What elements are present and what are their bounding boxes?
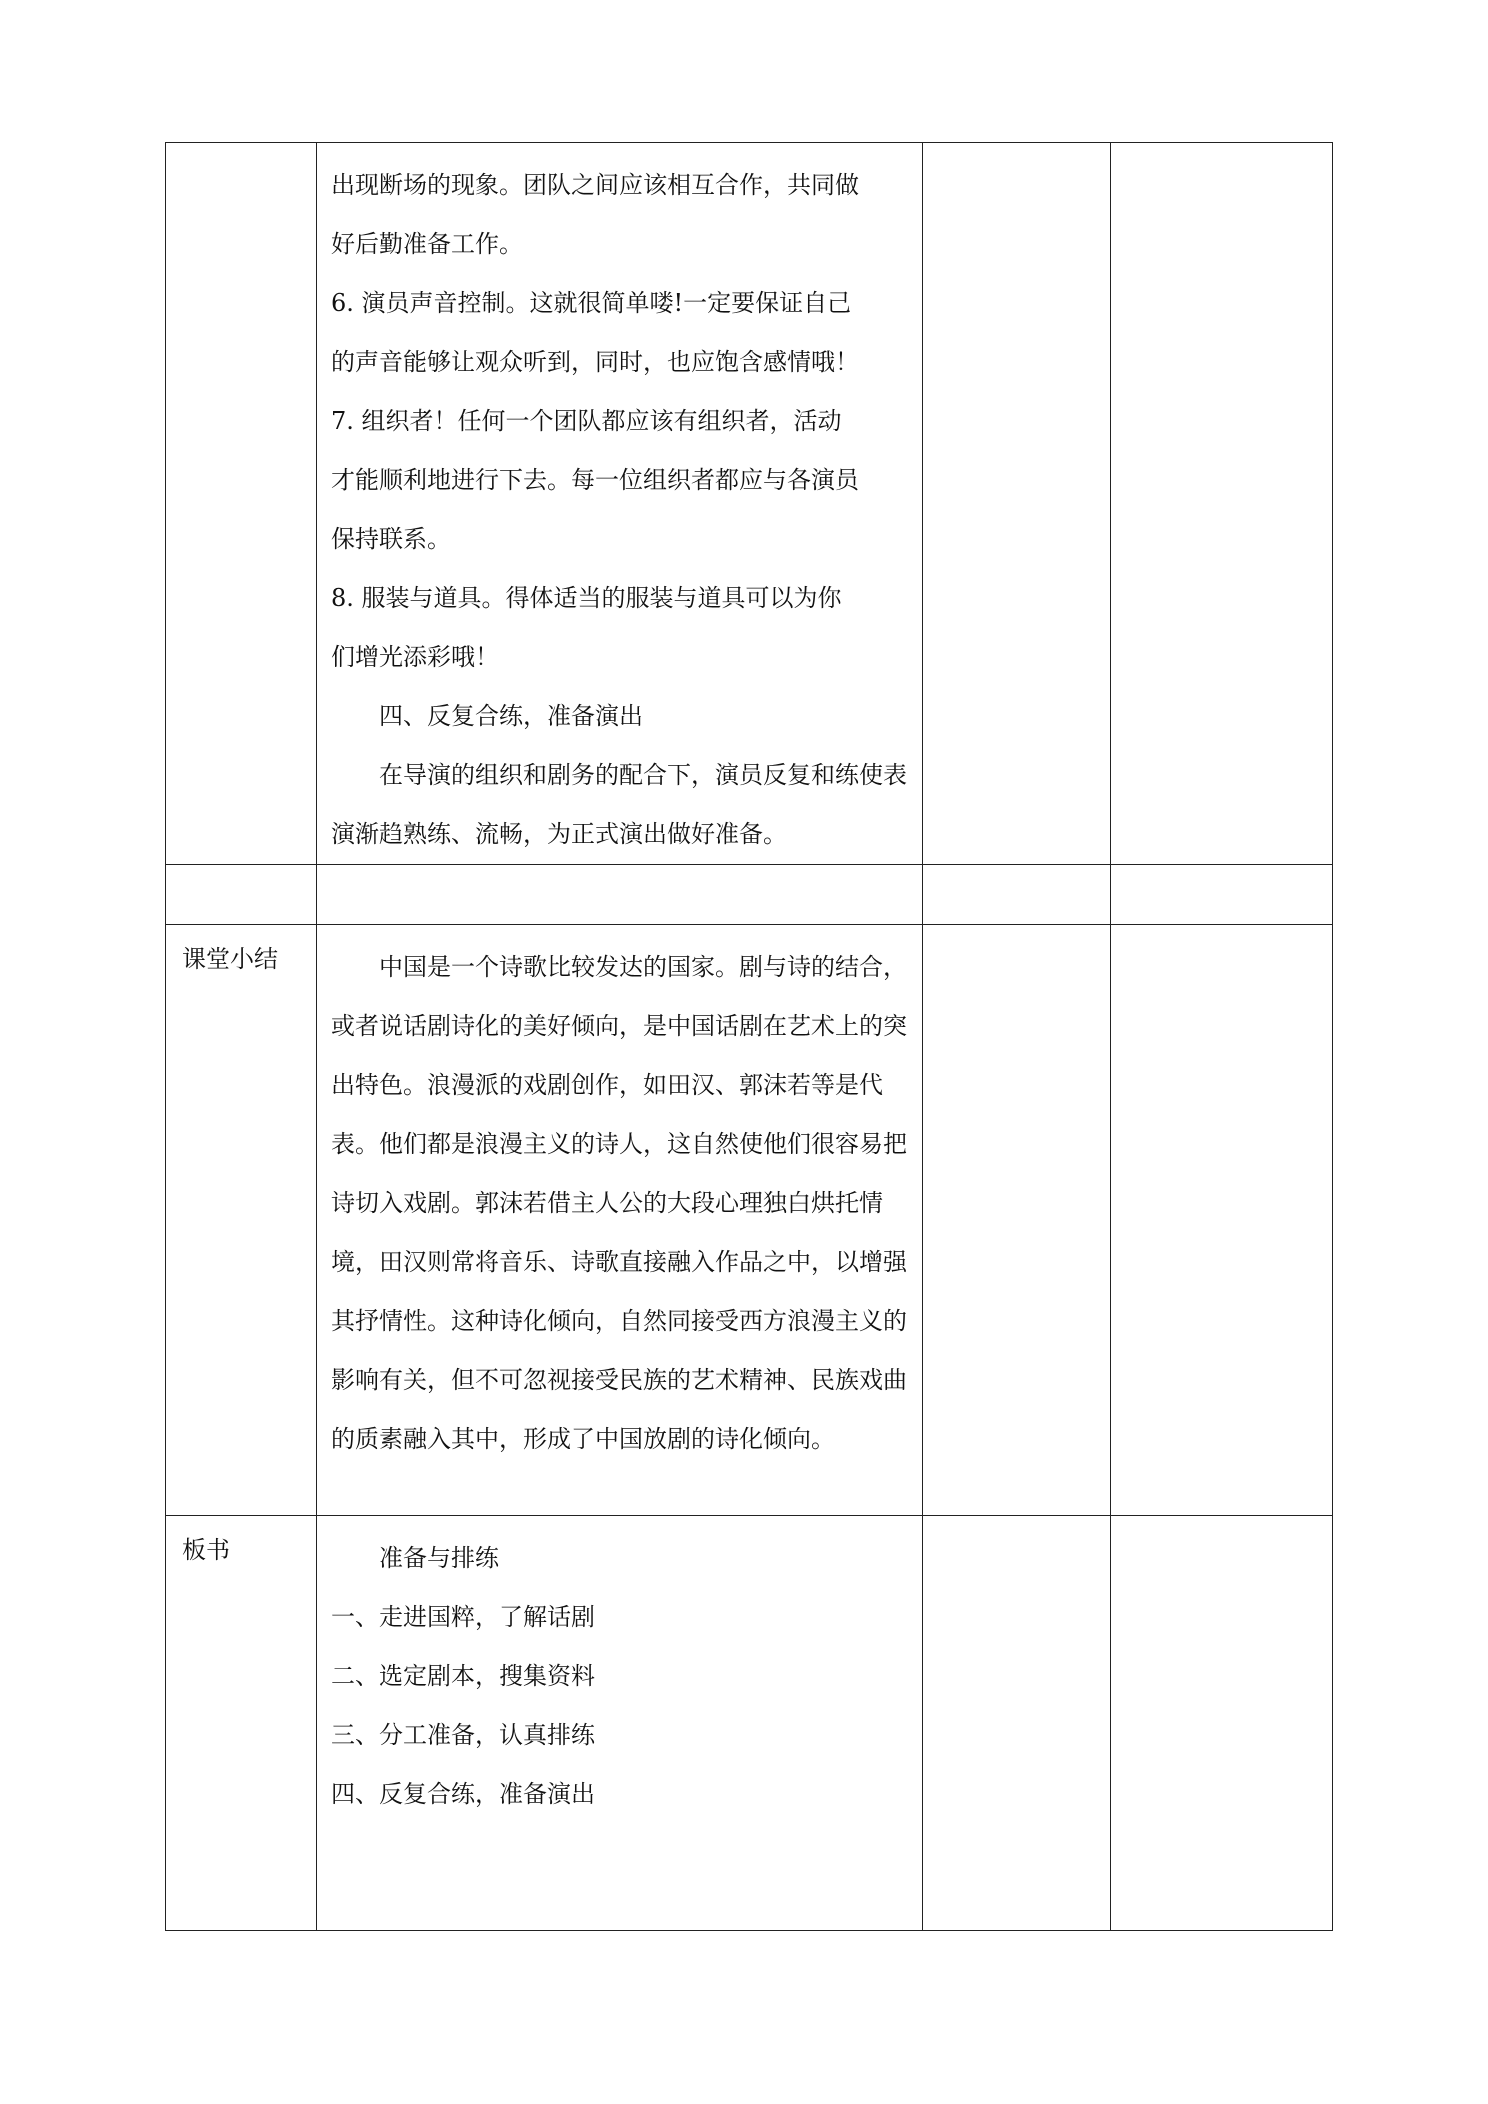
board-item: 三、分工准备，认真排练 [331,1721,595,1749]
empty-cell [317,865,923,925]
board-label: 板书 [182,1536,230,1564]
text-line: 们增光添彩哦！ [331,643,499,671]
row-label-cell [166,865,317,925]
content-cell [317,143,923,865]
summary-label: 课堂小结 [182,945,278,973]
text-line: 才能顺利地进行下去。每一位组织者都应与各演员 [331,466,859,494]
empty-cell [923,143,1111,865]
section-heading: 四、反复合练，准备演出 [379,702,643,730]
table-row [166,865,1333,925]
text-line: 好后勤准备工作。 [331,230,523,258]
lesson-plan-table [165,142,1333,1931]
text-line: 6. 演员声音控制。这就很简单喽!一定要保证自己 [331,289,852,317]
empty-cell [1111,1516,1333,1931]
row-label-cell [166,1516,317,1931]
empty-cell [1111,925,1333,1516]
text-line: 7. 组织者！任何一个团队都应该有组织者，活动 [331,407,842,435]
board-item: 四、反复合练，准备演出 [331,1780,595,1808]
table-row [166,143,1333,865]
text-line: 出现断场的现象。团队之间应该相互合作，共同做 [331,171,859,199]
summary-text: 中国是一个诗歌比较发达的国家。剧与诗的结合，或者说话剧诗化的美好倾向，是中国话剧在艺术上的突出特色。浪漫派的戏剧创作，如田汉、郭沫若等是代表。他们都是浪漫主义的诗人，这自然使他们很容易把诗切入戏剧。郭沫若借主人公的大段心理独白烘托情境，田汉则常将音乐、诗歌直接融入作品之中，以增强其抒情性。这种诗化倾向，自然同接受西方浪漫主义的影响有关，但不可忽视接受民族的艺术精神、民族戏曲的质素融入其中，形成了中国放剧的诗化倾向。 [331,953,907,1453]
empty-cell [923,865,1111,925]
content-cell [317,925,923,1516]
empty-cell [1111,865,1333,925]
table-row [166,925,1333,1516]
text-line: 的声音能够让观众听到，同时，也应饱含感情哦！ [331,348,859,376]
board-item: 二、选定剧本，搜集资料 [331,1662,595,1690]
empty-cell [923,1516,1111,1931]
row-label-cell [166,143,317,865]
table-row [166,1516,1333,1931]
board-title: 准备与排练 [379,1544,499,1572]
board-item: 一、走进国粹，了解话剧 [331,1603,595,1631]
row-label-cell [166,925,317,1516]
empty-cell [1111,143,1333,865]
empty-cell [923,925,1111,1516]
content-cell [317,1516,923,1931]
text-line: 8. 服装与道具。得体适当的服装与道具可以为你 [331,584,842,612]
text-line: 保持联系。 [331,525,451,553]
paragraph: 在导演的组织和剧务的配合下，演员反复和练使表演渐趋熟练、流畅，为正式演出做好准备。 [331,761,907,848]
